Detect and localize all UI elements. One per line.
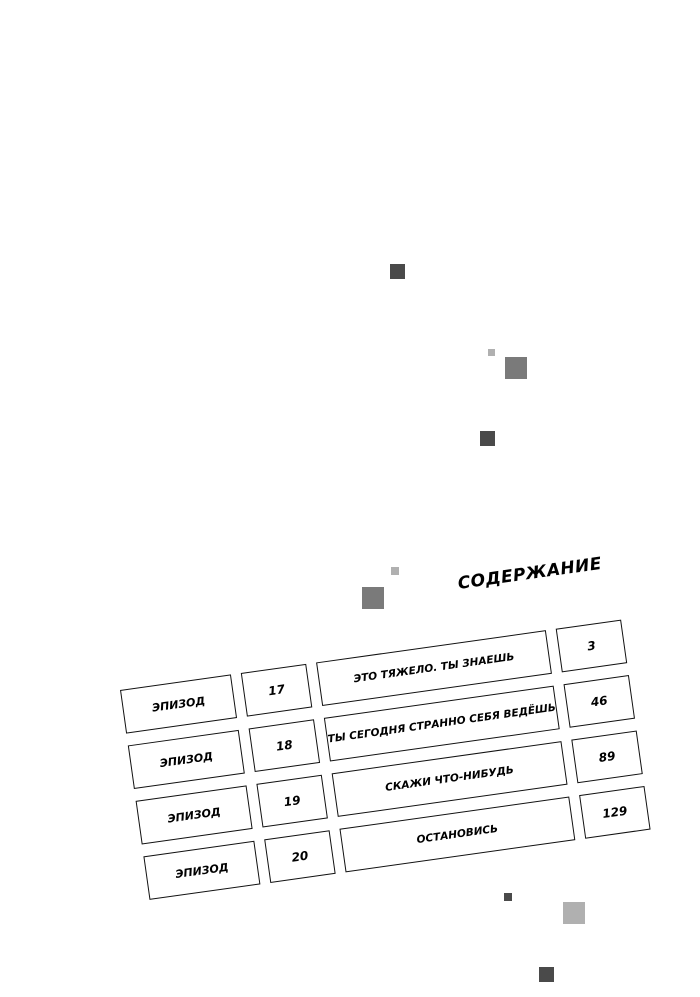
decor-square <box>504 893 512 901</box>
toc-title: СОДЕРЖАНИЕ <box>456 553 604 594</box>
decor-square <box>488 349 495 356</box>
episode-number: 20 <box>264 830 335 883</box>
decor-square <box>390 264 405 279</box>
episode-title: ЭТО ТЯЖЕЛО. ТЫ ЗНАЕШЬ <box>316 630 552 706</box>
episode-number: 19 <box>256 775 327 828</box>
decor-square <box>505 357 527 379</box>
episode-title: СКАЖИ ЧТО-НИБУДЬ <box>332 741 568 817</box>
episode-page: 46 <box>564 675 635 728</box>
episode-label: ЭПИЗОД <box>120 674 237 733</box>
episode-label: ЭПИЗОД <box>143 841 260 900</box>
episode-label: ЭПИЗОД <box>128 730 245 789</box>
episode-page: 3 <box>556 620 627 673</box>
episode-page: 129 <box>579 786 650 839</box>
decor-square <box>362 587 384 609</box>
episode-page: 89 <box>571 730 642 783</box>
episode-title: ОСТАНОВИСЬ <box>339 797 575 873</box>
episode-label: ЭПИЗОД <box>136 785 253 844</box>
episode-number: 17 <box>241 664 312 717</box>
episode-title: ТЫ СЕГОДНЯ СТРАННО СЕБЯ ВЕДЁШЬ <box>324 686 560 762</box>
decor-square <box>480 431 495 446</box>
decor-square <box>539 967 554 982</box>
episode-number: 18 <box>249 719 320 772</box>
decor-square <box>563 902 585 924</box>
decor-square <box>391 567 399 575</box>
